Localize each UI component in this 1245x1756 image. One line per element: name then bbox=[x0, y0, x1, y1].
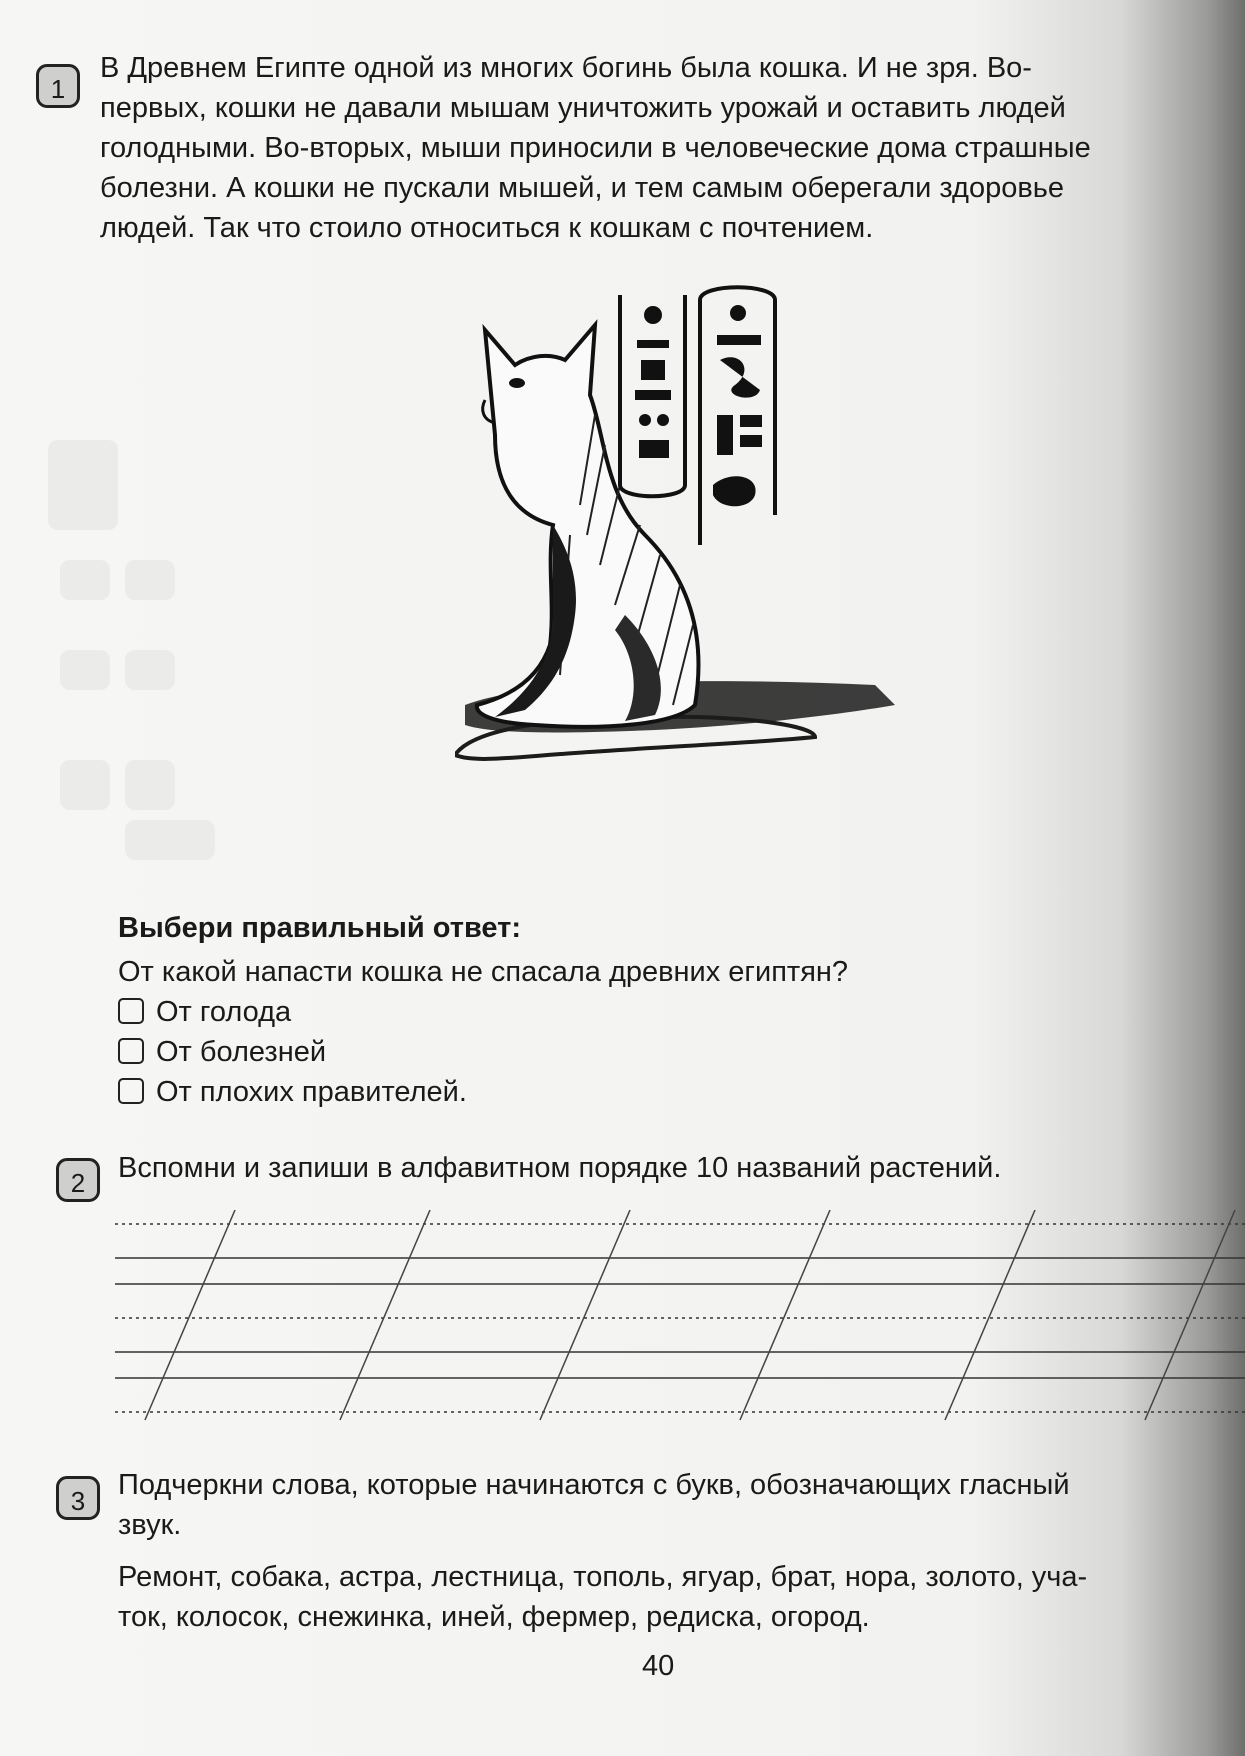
option-label: От голода bbox=[156, 996, 292, 1028]
paragraph-line: болезни. А кошки не пускали мышей, и тем самым оберегали здоровье bbox=[100, 172, 1064, 204]
answer-option[interactable] bbox=[118, 1072, 467, 1112]
task-number-badge: 2 bbox=[56, 1158, 100, 1202]
background-decoration bbox=[125, 650, 175, 690]
task3-words[interactable] bbox=[118, 1557, 1245, 1637]
egyptian-cat-illustration bbox=[455, 285, 915, 815]
checkbox[interactable] bbox=[118, 1038, 144, 1064]
paragraph-line: В Древнем Египте одной из многих богинь была кошка. И не зря. Во- bbox=[100, 52, 1032, 84]
writing-lines[interactable] bbox=[115, 1210, 1245, 1430]
answer-option[interactable] bbox=[118, 992, 291, 1032]
background-decoration bbox=[48, 440, 118, 530]
task-number-badge: 3 bbox=[56, 1476, 100, 1520]
instruction-heading: Выбери правильный ответ: bbox=[118, 912, 522, 944]
background-decoration bbox=[125, 560, 175, 600]
paragraph-line: голодными. Во-вторых, мыши приносили в человеческие дома страшные bbox=[100, 132, 1091, 164]
option-label: От плохих правителей. bbox=[156, 1076, 467, 1108]
checkbox[interactable] bbox=[118, 1078, 144, 1104]
task3-instruction bbox=[118, 1465, 1245, 1545]
background-decoration bbox=[125, 820, 215, 860]
task-number-badge: 1 bbox=[36, 64, 80, 108]
task2-text: Вспомни и запиши в алфавитном порядке 10 названий растений. bbox=[118, 1152, 1002, 1184]
paragraph-line: первых, кошки не давали мышам уничтожить урожай и оставить людей bbox=[100, 92, 1066, 124]
background-decoration bbox=[60, 760, 110, 810]
words-line[interactable]: ток, колосок, снежинка, иней, фермер, редиска, огород. bbox=[118, 1601, 870, 1633]
words-line[interactable]: Ремонт, собака, астра, лестница, тополь, ягуар, брат, нора, золото, уча- bbox=[118, 1561, 1088, 1593]
task1-paragraph bbox=[100, 48, 1240, 248]
background-decoration bbox=[60, 560, 110, 600]
paragraph-line: людей. Так что стоило относиться к кошкам с почтением. bbox=[100, 212, 874, 244]
question-text: От какой напасти кошка не спасала древних египтян? bbox=[118, 956, 849, 988]
background-decoration bbox=[125, 760, 175, 810]
option-label: От болезней bbox=[156, 1036, 327, 1068]
answer-option[interactable] bbox=[118, 1032, 326, 1072]
instruction-line: звук. bbox=[118, 1509, 182, 1541]
checkbox[interactable] bbox=[118, 998, 144, 1024]
instruction-line: Подчеркни слова, которые начинаются с букв, обозначающих гласный bbox=[118, 1469, 1070, 1501]
background-decoration bbox=[60, 650, 110, 690]
page-number: 40 bbox=[642, 1650, 675, 1682]
